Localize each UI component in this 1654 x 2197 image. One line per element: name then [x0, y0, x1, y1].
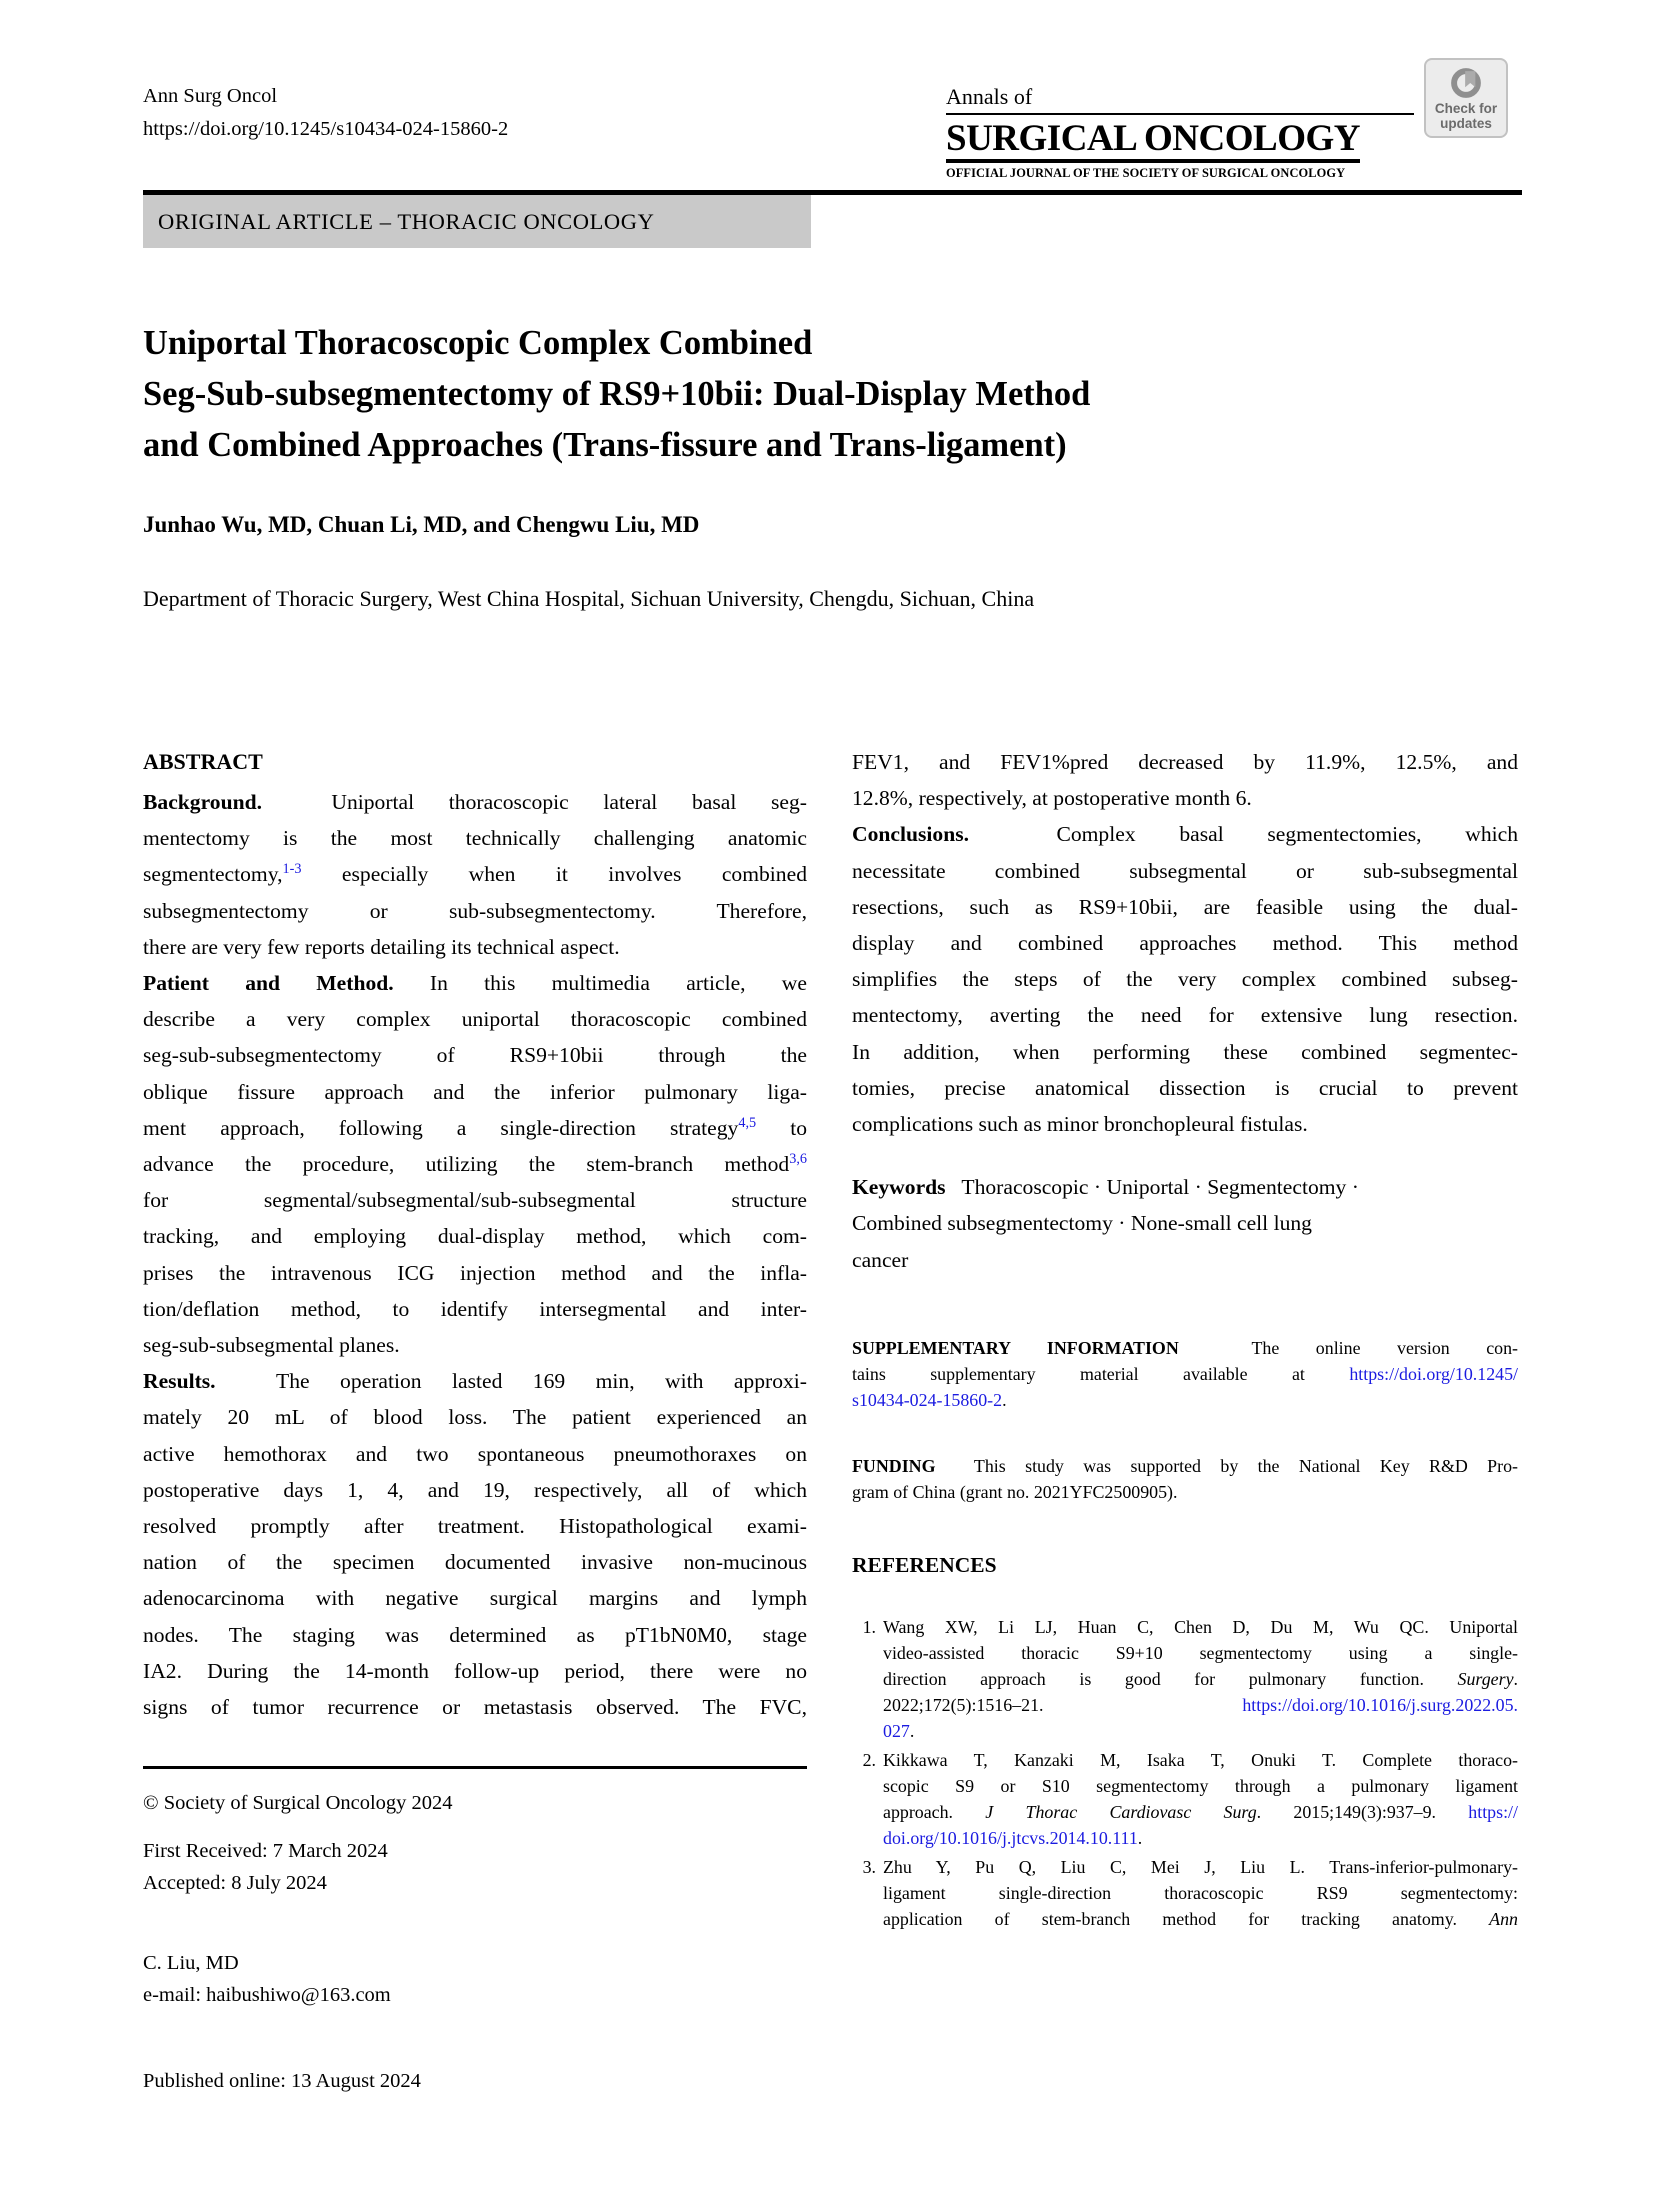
text-run: scopic S9 or S10 segmentectomy through a pulmonary ligament — [883, 1775, 1518, 1796]
text-line — [883, 1718, 1518, 1744]
text-run: In this multimedia article, we — [393, 971, 807, 996]
text-run: postoperative days 1, 4, and 19, respectively, all of which — [143, 1477, 807, 1502]
text-line — [883, 1799, 1518, 1825]
journal-logo — [946, 84, 1414, 181]
text-run: Keywords — [852, 1175, 946, 1200]
text-line — [852, 1361, 1518, 1387]
text-line — [852, 925, 1518, 961]
text-run: Background. — [143, 790, 263, 814]
text-run: Conclusions. — [852, 822, 970, 847]
abstract-results — [143, 1363, 807, 1725]
text-run: In addition, when performing these combined segmentec- — [852, 1039, 1518, 1064]
text-run: resections, such as RS9+10bii, are feasible using the dual- — [852, 894, 1518, 919]
text-line — [143, 1399, 807, 1435]
text-line — [852, 1387, 1518, 1413]
text-run: Uniportal Thoracoscopic Complex Combined — [143, 324, 813, 362]
funding-statement — [852, 1453, 1518, 1505]
reference-number: 3. — [862, 1856, 876, 1877]
published-online-line: Published online: 13 August 2024 — [143, 2070, 421, 2092]
text-run: seg-sub-subsegmental planes. — [143, 1333, 400, 1358]
doi-link[interactable]: 027 — [883, 1720, 910, 1741]
text-run: gram of China (grant no. 2021YFC2500905). — [852, 1481, 1178, 1502]
text-run: . — [1513, 1668, 1518, 1689]
text-run: The online version con- — [1178, 1337, 1519, 1358]
text-run: Complex basal segmentectomies, which — [969, 822, 1518, 847]
text-run: Kikkawa T, Kanzaki M, Isaka T, Onuki T. Complete thoraco- — [883, 1749, 1518, 1770]
text-run: Seg-Sub-subsegmentectomy of RS9+10bii: Dual-Display Method — [143, 375, 1091, 413]
text-run: especially when it involves combined — [301, 862, 807, 887]
references-list — [852, 1614, 1518, 1932]
text-line — [852, 1453, 1518, 1479]
text-run: cancer — [852, 1247, 909, 1272]
text-run: IA2. During the 14-month follow-up period, there were no — [143, 1658, 807, 1683]
footnote-rule — [143, 1766, 807, 1769]
copyright-line: © Society of Surgical Oncology 2024 — [143, 1792, 453, 1814]
text-run: . — [1137, 1827, 1143, 1848]
text-line — [143, 1001, 807, 1037]
article-type-banner — [143, 195, 811, 248]
text-run: Uniportal thoracoscopic lateral basal seg- — [262, 790, 807, 814]
text-line — [143, 1327, 807, 1363]
text-run: approach. — [883, 1801, 986, 1822]
text-line — [143, 1363, 807, 1399]
text-run: prises the intravenous ICG injection method and the infla- — [143, 1260, 807, 1285]
corresponding-author: C. Liu, MD — [143, 1952, 239, 1974]
text-line — [143, 1074, 807, 1110]
text-line — [143, 1689, 807, 1725]
reference-item — [852, 1854, 1518, 1932]
text-run: tracking, and employing dual-display method, which com- — [143, 1224, 807, 1249]
text-run: subsegmentectomy or sub-subsegmentectomy. Therefore, — [143, 898, 807, 923]
text-line — [883, 1692, 1518, 1718]
citation-ref[interactable]: 3,6 — [789, 1150, 807, 1167]
text-line — [852, 1205, 1518, 1241]
text-run: describe a very complex uniportal thoracoscopic combined — [143, 1007, 807, 1032]
text-line — [883, 1666, 1518, 1692]
text-run: resolved promptly after treatment. Histopathological exami- — [143, 1514, 807, 1539]
text-run: there are very few reports detailing its technical aspect. — [143, 934, 620, 959]
logo-title: SURGICAL ONCOLOGY — [946, 115, 1360, 163]
text-line — [143, 1617, 807, 1653]
reference-text — [883, 1614, 1518, 1744]
text-run: active hemothorax and two spontaneous pneumothoraxes on — [143, 1441, 807, 1466]
text-run: complications such as minor bronchopleural fistulas. — [852, 1112, 1308, 1137]
text-line — [852, 1169, 1518, 1205]
authors: Junhao Wu, MD, Chuan Li, MD, and Chengwu Liu, MD — [143, 512, 700, 537]
references-heading: REFERENCES — [852, 1552, 997, 1577]
text-line — [143, 965, 807, 1001]
supplementary-information — [852, 1335, 1518, 1413]
article-doi: https://doi.org/10.1245/s10434-024-15860-2 — [143, 118, 509, 140]
text-run: ment approach, following a single-direction strategy — [143, 1115, 739, 1140]
text-line — [852, 1070, 1518, 1106]
text-run: direction approach is good for pulmonary function. — [883, 1668, 1458, 1689]
text-run: display and combined approaches method. This method — [852, 931, 1518, 956]
abstract-conclusions — [852, 816, 1518, 1142]
text-line — [143, 1255, 807, 1291]
text-line — [883, 1614, 1518, 1640]
text-run: signs of tumor recurrence or metastasis observed. The FVC, — [143, 1695, 807, 1720]
text-run: nation of the specimen documented invasive non-mucinous — [143, 1550, 807, 1575]
text-line — [852, 1242, 1518, 1278]
crossmark-label: Check for updates — [1434, 100, 1498, 131]
text-run: segmentectomy, — [143, 862, 283, 887]
text-run: necessitate combined subsegmental or sub-subsegmental — [852, 858, 1518, 883]
text-run: simplifies the steps of the very complex combined subseg- — [852, 967, 1518, 992]
text-run: tion/deflation method, to identify intersegmental and inter- — [143, 1296, 807, 1321]
doi-link[interactable]: doi.org/10.1016/j.jtcvs.2014.10.111 — [883, 1827, 1138, 1848]
journal-abbrev: Ann Surg Oncol — [143, 85, 278, 107]
text-run: Zhu Y, Pu Q, Liu C, Mei J, Liu L. Trans-inferior-pulmonary- — [883, 1856, 1518, 1877]
text-line — [852, 1479, 1518, 1505]
text-line — [852, 1034, 1518, 1070]
text-run: tains supplementary material available at — [852, 1363, 1350, 1384]
journal-ref-block — [143, 80, 508, 146]
text-run: FEV1, and FEV1%pred decreased by 11.9%, 12.5%, and — [852, 750, 1518, 774]
text-run: mately 20 mL of blood loss. The patient experienced an — [143, 1405, 807, 1430]
text-line — [143, 1580, 807, 1616]
text-line — [852, 1335, 1518, 1361]
corresponding-email: e-mail: haibushiwo@163.com — [143, 1984, 391, 2006]
text-line — [883, 1747, 1518, 1773]
text-run: Surgery — [1457, 1668, 1514, 1689]
text-line — [143, 856, 807, 892]
text-run: Combined subsegmentectomy · None-small cell lung — [852, 1211, 1312, 1236]
doi-link[interactable]: https:// — [1468, 1801, 1518, 1822]
text-line — [852, 889, 1518, 925]
crossmark-icon — [1449, 66, 1483, 100]
text-line — [143, 1436, 807, 1472]
abstract-patient-method — [143, 965, 807, 1363]
text-line — [852, 780, 1518, 816]
text-line — [883, 1854, 1518, 1880]
text-run: ligament single-direction thoracoscopic RS9 segmentectomy: — [883, 1882, 1518, 1903]
right-column — [852, 744, 1518, 1935]
text-line — [852, 1106, 1518, 1142]
text-run: Ann — [1489, 1908, 1518, 1929]
text-run: adenocarcinoma with negative surgical margins and lymph — [143, 1586, 807, 1611]
text-run: . — [1002, 1389, 1007, 1410]
text-line — [143, 784, 807, 820]
accepted-line: Accepted: 8 July 2024 — [143, 1872, 327, 1894]
logo-subtitle: OFFICIAL JOURNAL OF THE SOCIETY OF SURGICAL ONCOLOGY — [946, 166, 1346, 181]
abstract-background — [143, 784, 807, 965]
keywords-block — [852, 1169, 1518, 1278]
text-run: . 2015;149(3):937–9. — [1256, 1801, 1469, 1822]
text-run: for segmental/subsegmental/sub-subsegmental structure — [143, 1188, 807, 1213]
text-line — [143, 1110, 807, 1146]
text-line — [143, 820, 807, 856]
check-for-updates-badge[interactable] — [1424, 58, 1508, 138]
text-line — [852, 853, 1518, 889]
text-line — [143, 1291, 807, 1327]
doi-link[interactable]: https://doi.org/10.1245/ — [1349, 1363, 1518, 1384]
text-line — [143, 1653, 807, 1689]
text-line — [143, 1472, 807, 1508]
text-run: tomies, precise anatomical dissection is crucial to prevent — [852, 1075, 1518, 1100]
footnote-block — [143, 1766, 807, 2095]
text-run: mentectomy, averting the need for extensive lung resection. — [852, 1003, 1518, 1028]
text-line — [883, 1825, 1518, 1851]
text-run: Patient and Method. — [143, 971, 394, 996]
text-run: . — [909, 1720, 915, 1741]
text-run: 12.8%, respectively, at postoperative month 6. — [852, 786, 1252, 811]
article-title — [143, 318, 1423, 471]
text-line — [883, 1880, 1518, 1906]
text-line — [143, 893, 807, 929]
article-type-text: ORIGINAL ARTICLE – THORACIC ONCOLOGY — [158, 208, 655, 234]
text-run: The operation lasted 169 min, with approxi- — [215, 1369, 807, 1394]
doi-link[interactable]: https://doi.org/10.1016/j.surg.2022.05. — [1242, 1694, 1518, 1715]
text-run: video-assisted thoracic S9+10 segmentectomy using a single- — [883, 1642, 1518, 1663]
text-line — [143, 1146, 807, 1182]
citation-ref[interactable]: 4,5 — [738, 1114, 757, 1131]
text-line — [143, 1182, 807, 1218]
text-line — [143, 1508, 807, 1544]
text-line — [852, 997, 1518, 1033]
text-line — [143, 1544, 807, 1580]
text-line — [852, 744, 1518, 780]
reference-number: 2. — [862, 1749, 876, 1770]
text-line — [143, 1218, 807, 1254]
affiliation: Department of Thoracic Surgery, West China Hospital, Sichuan University, Chengdu, Sichuan, China — [143, 586, 1035, 611]
left-column — [143, 744, 807, 1725]
text-line — [143, 1037, 807, 1073]
doi-link[interactable]: s10434-024-15860-2 — [852, 1389, 1003, 1410]
text-line — [143, 929, 807, 965]
text-line — [883, 1906, 1518, 1932]
citation-ref[interactable]: 1-3 — [282, 861, 302, 878]
text-run: J Thorac Cardiovasc Surg — [985, 1801, 1257, 1822]
text-run: 2022;172(5):1516–21. — [883, 1694, 1243, 1715]
abstract-results-continued — [852, 744, 1518, 816]
reference-item — [852, 1614, 1518, 1744]
first-received-line: First Received: 7 March 2024 — [143, 1840, 388, 1862]
text-run: Thoracoscopic · Uniportal · Segmentectomy · — [945, 1175, 1359, 1200]
text-run: This study was supported by the National Key R&D Pro- — [935, 1455, 1518, 1476]
text-run: mentectomy is the most technically challenging anatomic — [143, 826, 807, 851]
reference-item — [852, 1747, 1518, 1851]
text-line — [883, 1773, 1518, 1799]
text-line — [143, 318, 1423, 369]
logo-annals-of: Annals of — [946, 84, 1414, 115]
text-run: Results. — [143, 1369, 216, 1394]
abstract-heading: ABSTRACT — [143, 749, 263, 774]
text-run: advance the procedure, utilizing the stem-branch method — [143, 1152, 790, 1177]
text-line — [143, 369, 1423, 420]
text-line — [852, 816, 1518, 852]
text-run: FUNDING — [852, 1455, 936, 1476]
text-line — [883, 1640, 1518, 1666]
text-run: to — [756, 1115, 807, 1140]
text-run: Wang XW, Li LJ, Huan C, Chen D, Du M, Wu QC. Uniportal — [883, 1616, 1518, 1637]
text-line — [852, 961, 1518, 997]
text-run: and Combined Approaches (Trans-fissure and Trans-ligament) — [143, 426, 1067, 464]
text-run: nodes. The staging was determined as pT1bN0M0, stage — [143, 1622, 807, 1647]
text-run: seg-sub-subsegmentectomy of RS9+10bii through the — [143, 1043, 807, 1068]
text-run: SUPPLEMENTARY INFORMATION — [852, 1337, 1179, 1358]
text-line — [143, 420, 1423, 471]
reference-text — [883, 1747, 1518, 1851]
reference-number: 1. — [862, 1616, 876, 1637]
reference-text — [883, 1854, 1518, 1932]
text-run: application of stem-branch method for tracking anatomy. — [883, 1908, 1490, 1929]
text-run: oblique fissure approach and the inferior pulmonary liga- — [143, 1079, 807, 1104]
